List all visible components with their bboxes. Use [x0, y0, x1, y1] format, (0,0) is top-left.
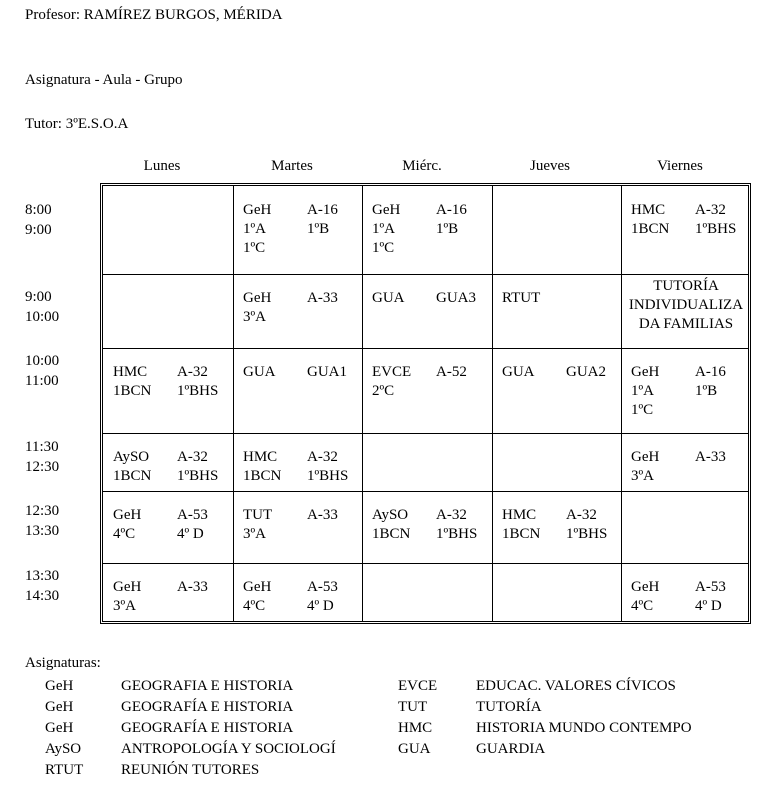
schedule-cell	[243, 363, 368, 423]
group-1: 1BCN	[243, 468, 282, 484]
group-1: 4ºC	[631, 598, 654, 614]
schedule-cell	[243, 201, 368, 261]
group-2: 1ºBHS	[566, 526, 608, 542]
room-code: A-53	[695, 579, 726, 595]
legend-name: REUNIÓN TUTORES	[121, 762, 260, 778]
schedule-cell	[502, 363, 627, 423]
time-start: 10:00	[25, 353, 60, 369]
room-code: A-32	[307, 449, 338, 465]
day-header: Martes	[271, 158, 313, 174]
time-end: 10:00	[25, 309, 60, 325]
room-code: A-16	[695, 364, 726, 380]
room-code: A-32	[177, 364, 208, 380]
subject-code: GeH	[243, 579, 272, 595]
legend-code: EVCE	[398, 678, 438, 694]
time-end: 14:30	[25, 588, 60, 604]
time-slot	[25, 351, 59, 391]
group-1: 1ºA	[243, 221, 266, 237]
subject-code: AySO	[113, 449, 150, 465]
time-start: 9:00	[25, 289, 52, 305]
time-end: 13:30	[25, 523, 60, 539]
grid-row-divider	[103, 274, 748, 275]
group-2: 4º D	[307, 598, 334, 614]
group-3: 1ºC	[372, 240, 395, 256]
group-2: 1ºBHS	[436, 526, 478, 542]
time-slot	[25, 200, 52, 240]
schedule-cell	[113, 448, 238, 508]
schedule-cell	[113, 578, 238, 638]
legend-code: GeH	[45, 678, 74, 694]
schedule-cell	[631, 363, 756, 423]
group-1: 3ºA	[113, 598, 136, 614]
day-header: Viernes	[657, 158, 703, 174]
day-header: Miérc.	[402, 158, 442, 174]
group-2: 4º D	[695, 598, 722, 614]
time-start: 8:00	[25, 202, 52, 218]
schedule-cell	[113, 506, 238, 566]
schedule-cell	[631, 506, 756, 566]
legend-code: GUA	[398, 741, 431, 757]
room-code: A-32	[436, 507, 467, 523]
group-2: 1ºB	[695, 383, 718, 399]
subject-code: HMC	[113, 364, 148, 380]
room-code: A-33	[695, 449, 726, 465]
schedule-cell	[243, 448, 368, 508]
room-code: GUA1	[307, 364, 347, 380]
group-1: 1ºA	[631, 383, 654, 399]
room-code: A-16	[307, 202, 338, 218]
grid-row-divider	[103, 433, 748, 434]
group-2: 1ºB	[436, 221, 459, 237]
group-1: 3ºA	[243, 526, 266, 542]
schedule-cell	[631, 578, 756, 638]
subject-code: GeH	[631, 449, 660, 465]
group-1: 4ºC	[113, 526, 136, 542]
day-header: Jueves	[530, 158, 570, 174]
room-code: A-52	[436, 364, 467, 380]
legend-code: RTUT	[45, 762, 84, 778]
schedule-cell	[631, 448, 756, 508]
schedule-cell	[372, 363, 497, 423]
group-1: 1BCN	[502, 526, 541, 542]
day-header: Lunes	[143, 158, 181, 174]
subject-code: GeH	[113, 579, 142, 595]
group-1: 3ºA	[243, 309, 266, 325]
schedule-cell	[372, 578, 497, 638]
time-slot	[25, 437, 59, 477]
legend-code: GeH	[45, 699, 74, 715]
group-1: 1BCN	[113, 383, 152, 399]
group-1: 3ºA	[631, 468, 654, 484]
schedule-cell	[243, 289, 368, 349]
room-code: A-32	[695, 202, 726, 218]
subject-code: RTUT	[502, 290, 541, 306]
legend-name: EDUCAC. VALORES CÍVICOS	[476, 678, 676, 694]
legend-code: TUT	[398, 699, 428, 715]
room-code: A-32	[566, 507, 597, 523]
teacher-name: Profesor: RAMÍREZ BURGOS, MÉRIDA	[25, 7, 283, 23]
subject-code: HMC	[243, 449, 278, 465]
group-1: 2ºC	[372, 383, 395, 399]
schedule-cell	[502, 289, 627, 349]
schedule-cell	[372, 506, 497, 566]
time-start: 12:30	[25, 503, 60, 519]
tutor-line: Tutor: 3ºE.S.O.A	[25, 116, 129, 132]
legend-code: GeH	[45, 720, 74, 736]
schedule-cell	[243, 506, 368, 566]
legend-code: HMC	[398, 720, 433, 736]
subject-code: GUA	[372, 290, 405, 306]
time-end: 12:30	[25, 459, 60, 475]
schedule-cell	[372, 289, 497, 349]
group-1: 4ºC	[243, 598, 266, 614]
group-2: 1ºBHS	[177, 468, 219, 484]
group-1: 1BCN	[113, 468, 152, 484]
group-2: 1ºBHS	[307, 468, 349, 484]
subject-code: HMC	[631, 202, 666, 218]
room-code: GUA2	[566, 364, 606, 380]
subject-code: AySO	[372, 507, 409, 523]
subject-code: GeH	[631, 364, 660, 380]
schedule-cell	[623, 277, 748, 337]
group-2: 1ºB	[307, 221, 330, 237]
legend-title: Asignaturas:	[25, 655, 101, 671]
room-code: A-16	[436, 202, 467, 218]
subject-code: GeH	[372, 202, 401, 218]
room-code: A-32	[177, 449, 208, 465]
time-slot	[25, 501, 59, 541]
group-2: 4º D	[177, 526, 204, 542]
room-code: A-33	[307, 290, 338, 306]
legend-code: AySO	[45, 741, 82, 757]
group-2: 1ºBHS	[695, 221, 737, 237]
group-1: 1ºA	[372, 221, 395, 237]
room-code: A-33	[307, 507, 338, 523]
group-3: 1ºC	[631, 402, 654, 418]
room-code: A-33	[177, 579, 208, 595]
legend-name: GEOGRAFÍA E HISTORIA	[121, 699, 294, 715]
schedule-cell	[502, 201, 627, 261]
schedule-cell	[502, 506, 627, 566]
time-slot	[25, 566, 59, 606]
group-1: 1BCN	[631, 221, 670, 237]
room-code: A-53	[307, 579, 338, 595]
timetable-grid	[100, 183, 751, 624]
schedule-cell	[372, 448, 497, 508]
subject-code: GeH	[243, 290, 272, 306]
subject-code: EVCE	[372, 364, 412, 380]
subtitle: Asignatura - Aula - Grupo	[25, 72, 183, 88]
subject-code: GeH	[631, 579, 660, 595]
legend-name: GEOGRAFÍA E HISTORIA	[121, 720, 294, 736]
schedule-cell	[113, 201, 238, 261]
legend-name: GUARDIA	[476, 741, 546, 757]
group-3: 1ºC	[243, 240, 266, 256]
subject-code: GeH	[243, 202, 272, 218]
schedule-cell	[372, 201, 497, 261]
subject-code: GUA	[502, 364, 535, 380]
subject-code: GUA	[243, 364, 276, 380]
time-end: 11:00	[25, 373, 59, 389]
time-slot	[25, 287, 59, 327]
subject-code: TUT	[243, 507, 273, 523]
schedule-cell	[631, 201, 756, 261]
room-code: GUA3	[436, 290, 476, 306]
subject-code: HMC	[502, 507, 537, 523]
schedule-cell	[113, 363, 238, 423]
time-start: 11:30	[25, 439, 59, 455]
subject-code: GeH	[113, 507, 142, 523]
legend-name: GEOGRAFIA E HISTORIA	[121, 678, 294, 694]
cell-note: TUTORÍA INDIVIDUALIZA DA FAMILIAS	[628, 278, 744, 332]
time-start: 13:30	[25, 568, 60, 584]
group-1: 1BCN	[372, 526, 411, 542]
time-end: 9:00	[25, 222, 52, 238]
schedule-cell	[243, 578, 368, 638]
schedule-cell	[502, 448, 627, 508]
legend-name: HISTORIA MUNDO CONTEMPO	[476, 720, 692, 736]
group-2: 1ºBHS	[177, 383, 219, 399]
room-code: A-53	[177, 507, 208, 523]
legend-name: TUTORÍA	[476, 699, 542, 715]
legend-name: ANTROPOLOGÍA Y SOCIOLOGÍ	[121, 741, 336, 757]
schedule-cell	[502, 578, 627, 638]
schedule-cell	[113, 289, 238, 349]
